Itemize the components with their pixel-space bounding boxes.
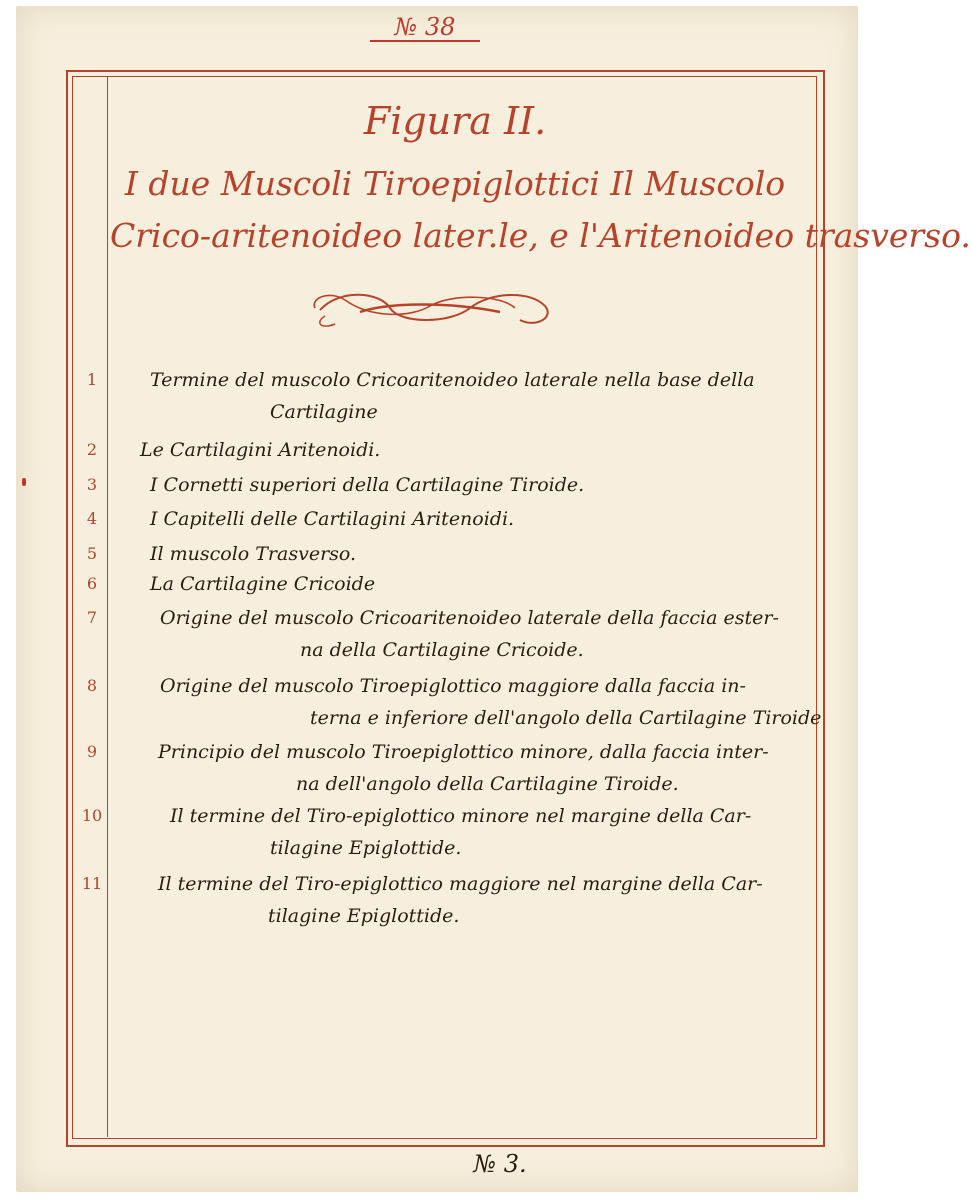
red-ink-spot [22,478,26,486]
legend-text-continuation: tilagine Epiglottide. [270,837,462,859]
legend-text-continuation: tilagine Epiglottide. [268,905,460,927]
legend-text: Il termine del Tiro-epiglottico minore nel margine della Car- [170,805,752,827]
legend-text: Il muscolo Trasverso. [150,543,357,565]
legend-text: Le Cartilagini Aritenoidi. [140,439,381,461]
figure-title: Figura II. [363,99,547,143]
legend-text: I Cornetti superiori della Cartilagine Tiroide. [150,474,585,496]
legend-number: 10 [81,806,103,825]
archive-number-top: № 38 [370,14,480,42]
legend-number: 5 [86,544,98,563]
legend-text: Il termine del Tiro-epiglottico maggiore nel margine della Car- [158,873,763,895]
legend-number: 4 [86,509,98,528]
legend-number: 2 [86,440,98,459]
legend-number: 11 [81,874,103,893]
legend-text: Termine del muscolo Cricoaritenoideo laterale nella base della [150,369,755,391]
legend-text-continuation: na della Cartilagine Cricoide. [300,639,584,661]
legend-number: 9 [86,742,98,761]
legend-number: 8 [86,676,98,695]
legend-text: Principio del muscolo Tiroepiglottico minore, dalla faccia inter- [158,741,769,763]
subtitle-line-2: Crico-aritenoideo later.le, e l'Aritenoideo trasverso. [110,216,971,255]
figure-subtitle [110,158,971,262]
legend-text-continuation: na dell'angolo della Cartilagine Tiroide. [296,773,679,795]
legend-text-continuation: Cartilagine [270,401,378,423]
legend-text: I Capitelli delle Cartilagini Aritenoidi. [150,508,515,530]
legend-number: 1 [86,370,98,389]
archive-number-bottom: № 3. [473,1150,527,1178]
legend-number: 6 [86,574,98,593]
margin-rule [107,76,108,1137]
legend-text: Origine del muscolo Cricoaritenoideo laterale della faccia ester- [160,607,779,629]
calligraphic-flourish [300,278,560,338]
legend-text: La Cartilagine Cricoide [150,573,376,595]
legend-text-continuation: terna e inferiore dell'angolo della Cartilagine Tiroide [310,707,822,729]
legend-number: 3 [86,475,98,494]
legend-text: Origine del muscolo Tiroepiglottico maggiore dalla faccia in- [160,675,746,697]
legend-number: 7 [86,608,98,627]
subtitle-line-1: I due Muscoli Tiroepiglottici Il Muscolo [124,164,786,203]
